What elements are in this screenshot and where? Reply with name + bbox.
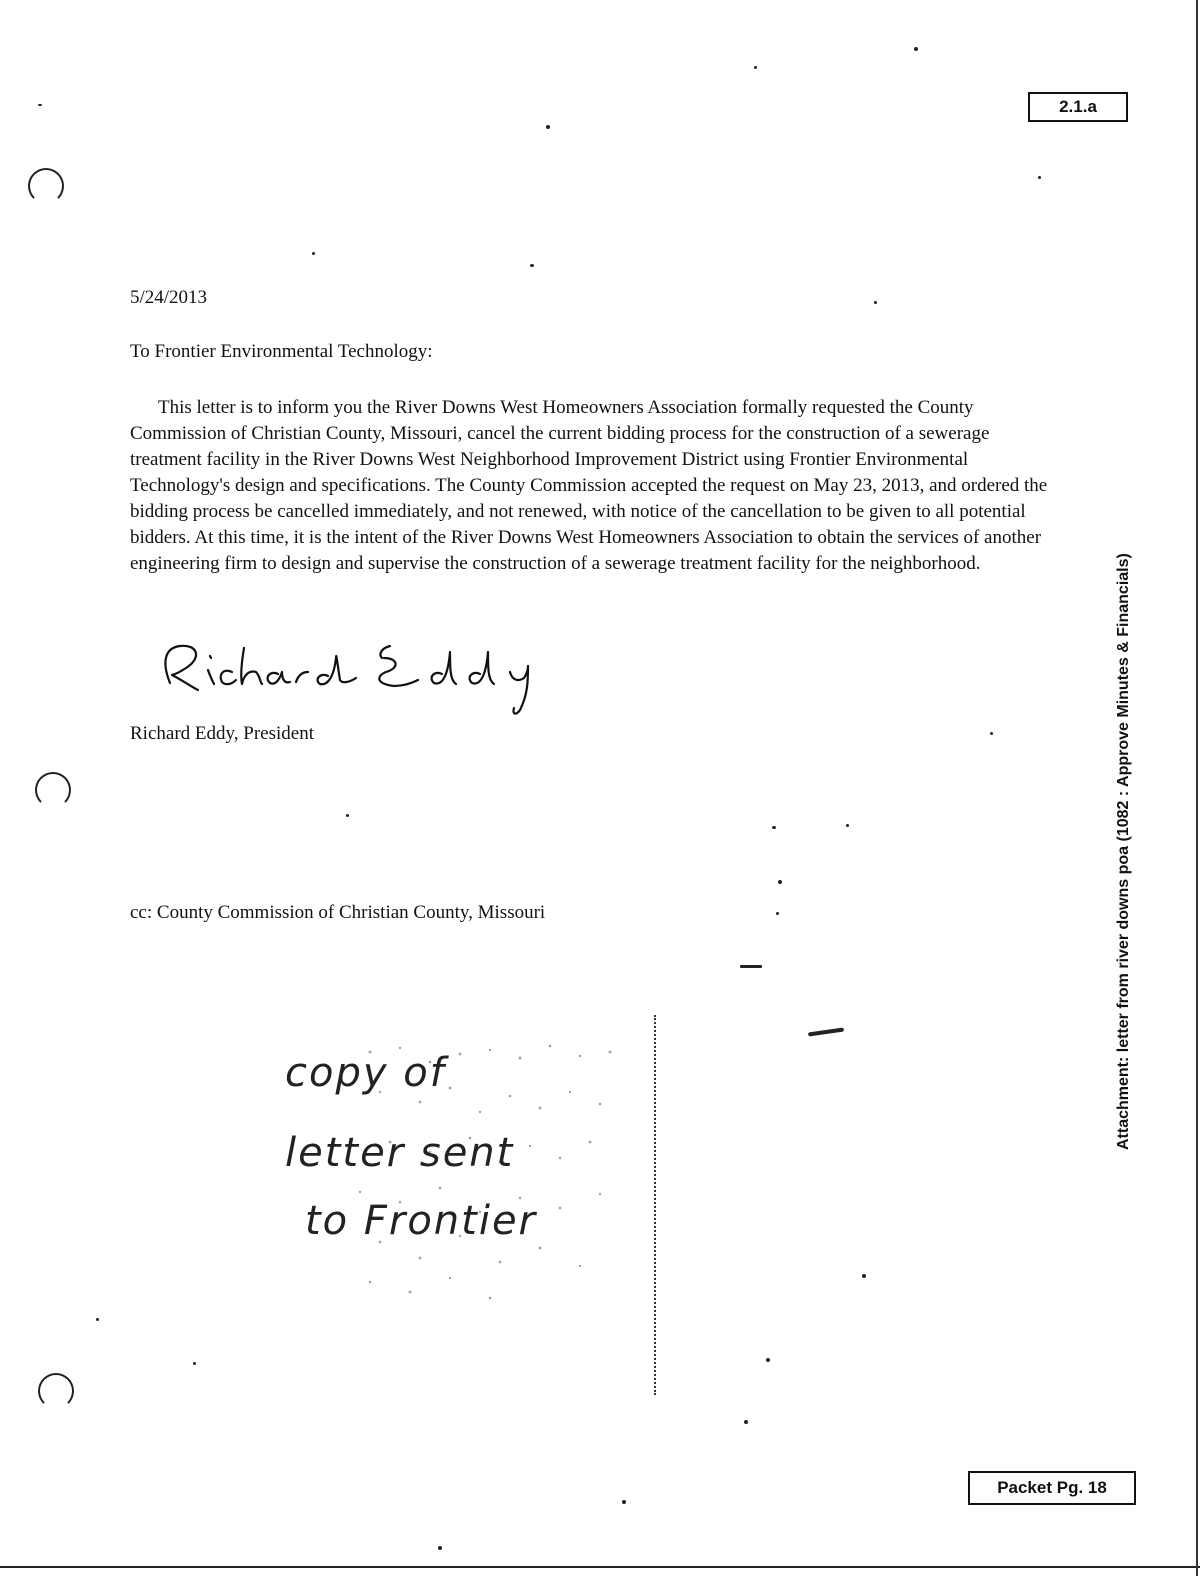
handwritten-note-line-2: letter sent <box>285 1130 515 1176</box>
packet-page-label: Packet Pg. 18 <box>968 1471 1136 1505</box>
scan-speck <box>778 880 782 884</box>
letter-date: 5/24/2013 <box>130 287 208 308</box>
letter-body: This letter is to inform you the River Downs West Homeowners Association formally requested the County Commission of Christian County, Missouri, cancel the current bidding process for the construction of a sewerage treatment facility in the River Downs West Neighborhood Improvement District using Frontier Environmental Technology's design and specifications. The County Commission accepted the request on May 23, 2013, and ordered the bidding process be cancelled immediately, and not renewed, with notice of the cancellation to be given to all potential bidders. At this time, it is the intent of the River Downs West Homeowners Association to obtain the services of another engineering firm to design and supervise the construction of a sewerage treatment facility for the neighborhood. <box>130 397 1048 574</box>
punch-hole-icon <box>38 1373 74 1409</box>
scan-speck <box>744 1420 748 1424</box>
handwritten-note-line-3: to Frontier <box>305 1198 537 1244</box>
punch-hole-icon <box>35 772 71 808</box>
scan-speck <box>1038 176 1041 179</box>
scan-speck <box>808 1028 844 1037</box>
scan-speck <box>38 104 42 106</box>
scan-speck <box>622 1500 626 1504</box>
scan-speck <box>776 912 779 915</box>
scan-speck <box>914 47 918 51</box>
scan-speck <box>740 965 762 968</box>
page-edge-right <box>1196 0 1198 1576</box>
page-edge-bottom <box>0 1566 1200 1568</box>
scan-speck <box>438 1546 442 1550</box>
scan-speck <box>312 252 315 255</box>
scan-speck <box>772 826 776 829</box>
scan-speck <box>96 1318 99 1321</box>
punch-hole-icon <box>28 168 64 204</box>
cc-line: cc: County Commission of Christian County, Missouri <box>130 902 546 923</box>
scan-speck <box>874 301 877 304</box>
scan-speck <box>546 125 550 129</box>
handwritten-signature <box>150 628 640 718</box>
scan-speck <box>346 814 349 817</box>
scan-speck <box>990 732 993 735</box>
attachment-sidebar-label: Attachment: letter from river downs poa (1082 : Approve Minutes & Financials) <box>1115 553 1132 1150</box>
scan-speck <box>754 66 757 69</box>
handwritten-note-line-1: copy of <box>285 1050 446 1096</box>
agenda-item-tag: 2.1.a <box>1028 92 1128 122</box>
scan-speck <box>530 264 534 267</box>
signer-name: Richard Eddy, President <box>130 723 314 744</box>
letter-salutation: To Frontier Environmental Technology: <box>130 341 433 362</box>
scan-speck <box>766 1358 770 1362</box>
dotted-margin-line <box>654 1015 656 1395</box>
scan-speck <box>846 824 849 827</box>
scan-speck <box>193 1362 196 1365</box>
scan-speck <box>862 1274 866 1278</box>
